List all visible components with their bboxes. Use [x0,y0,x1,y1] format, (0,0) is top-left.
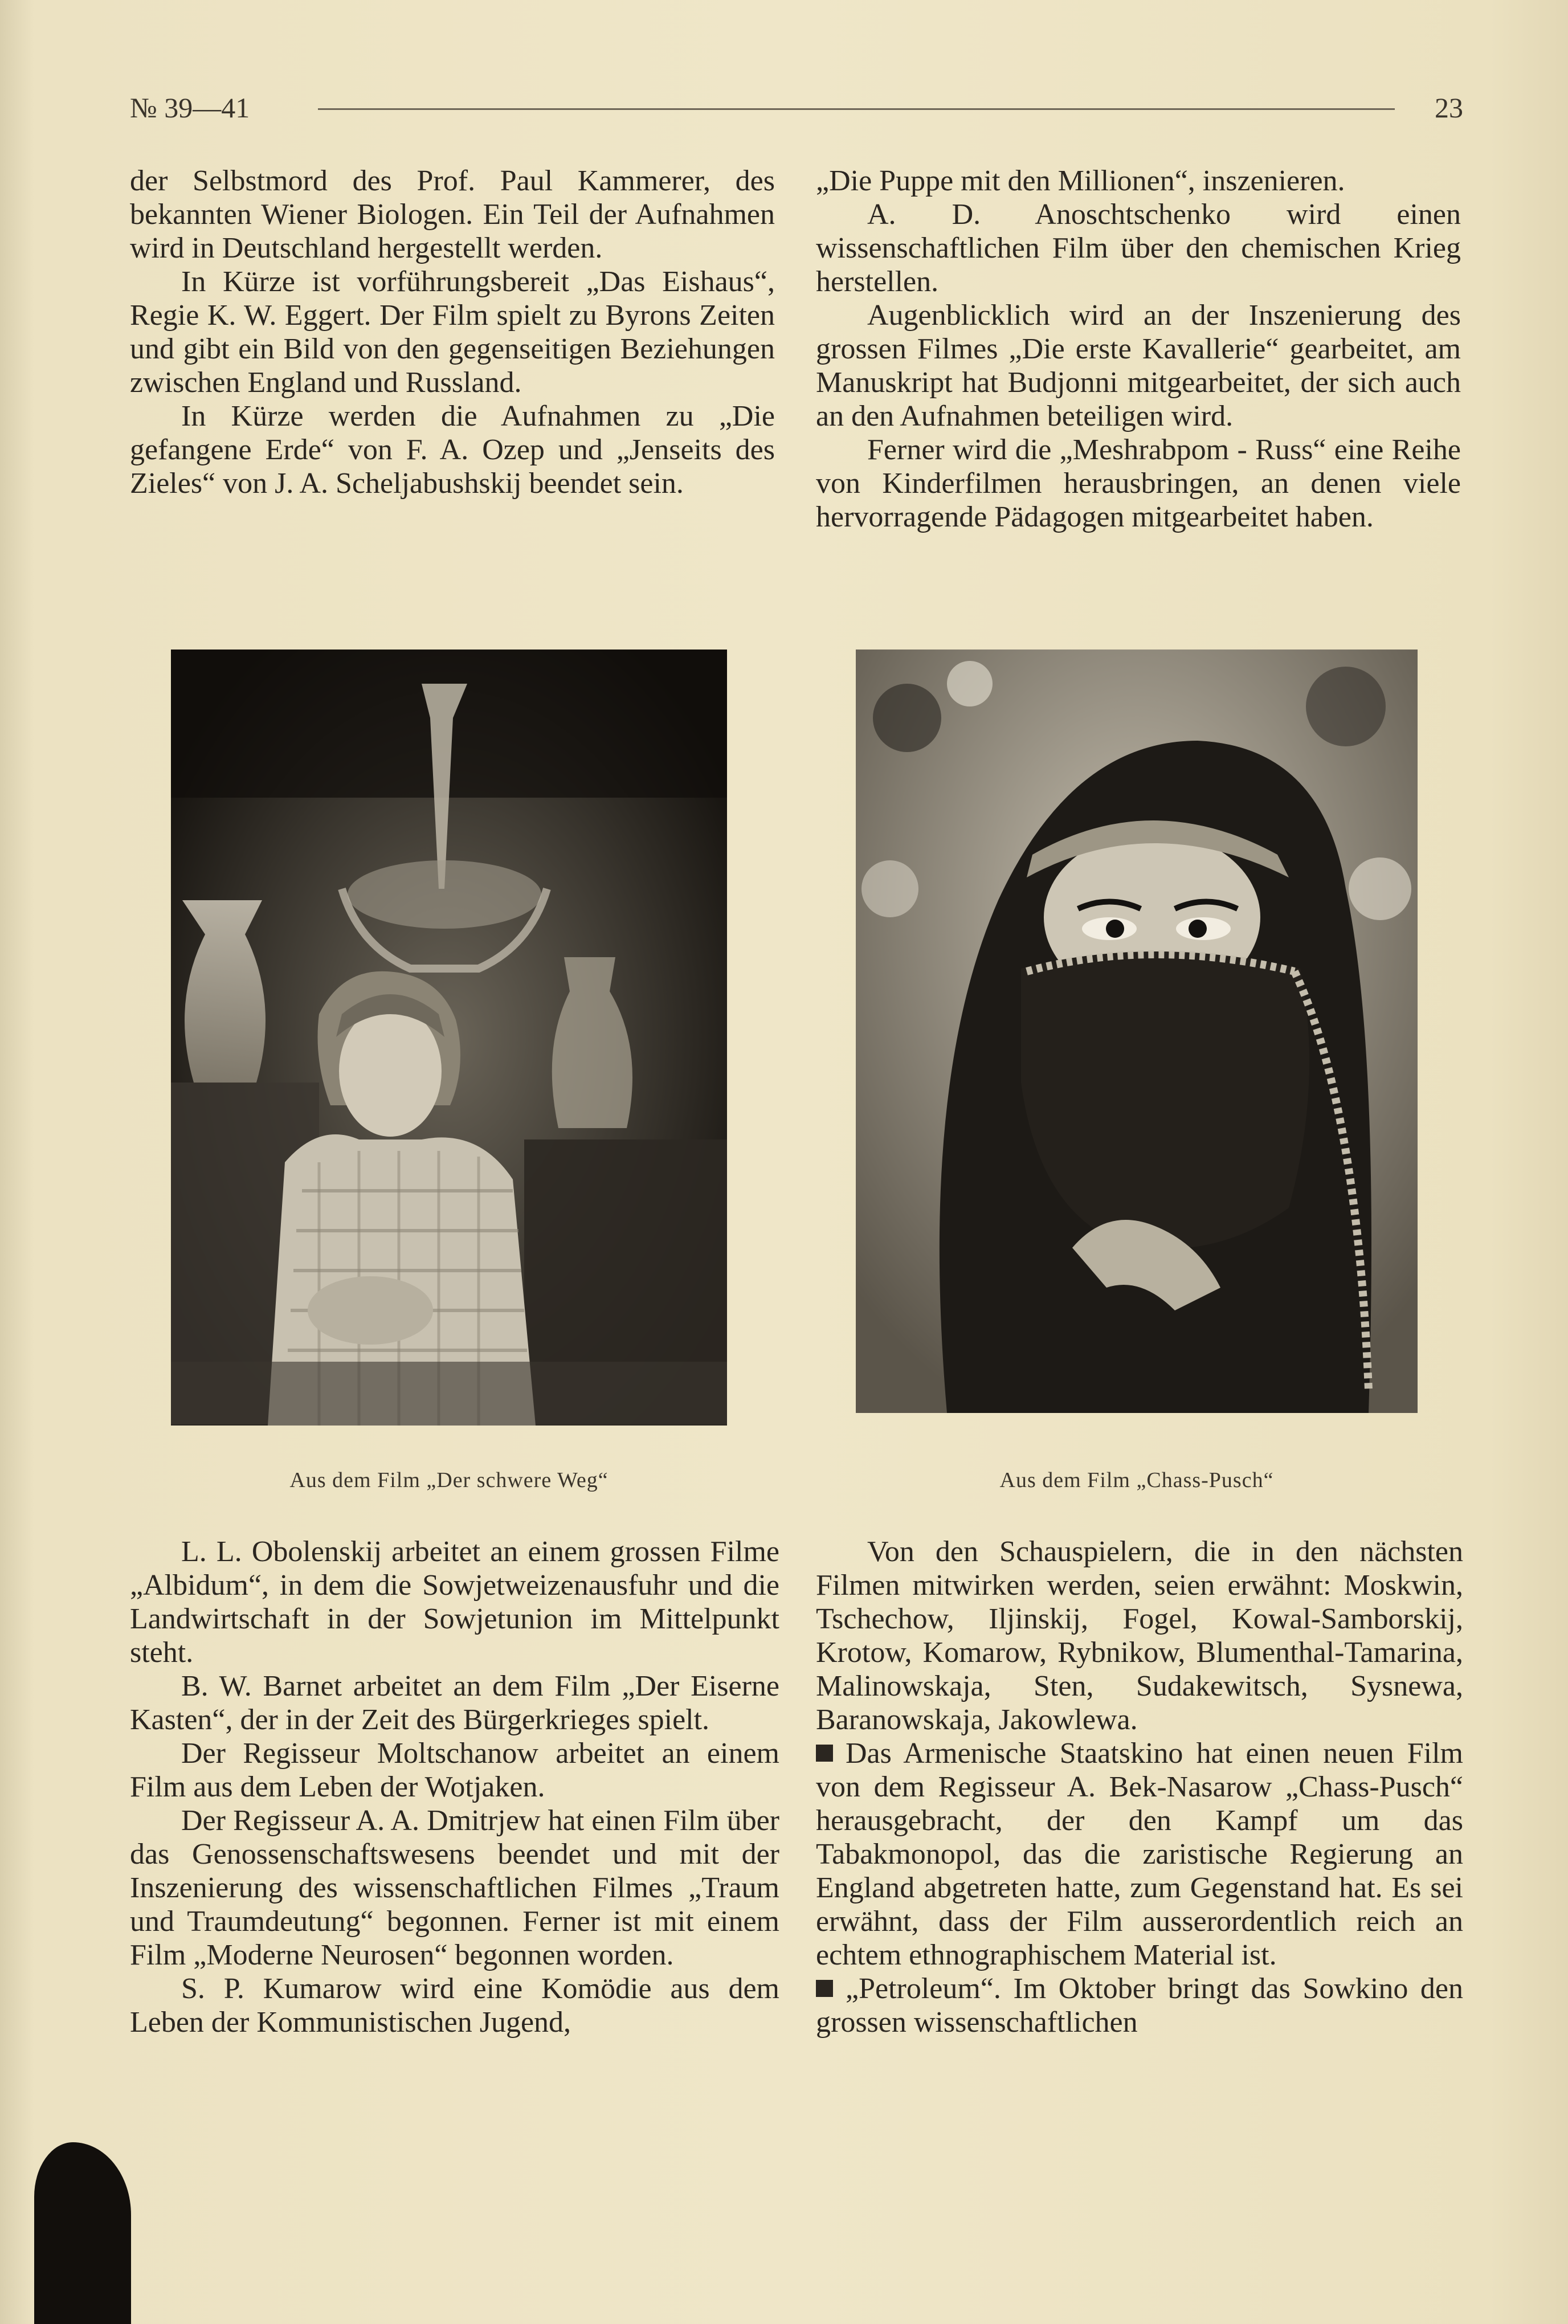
paragraph: In Kürze werden die Aufnahmen zu „Die gefangene Erde“ von F. A. Ozep und „Jenseits des Zieles“ von J. A. Scheljabushskij beendet sein. [130,400,775,500]
paragraph: Ferner wird die „Meshrabpom - Russ“ eine Reihe von Kinderfilmen herausbringen, an denen viele hervorragende Pädagogen mitgearbeitet haben. [816,434,1461,533]
film-still-der-schwere-weg [171,650,727,1426]
paragraph: In Kürze ist vorführungsbereit „Das Eishaus“, Regie K. W. Eggert. Der Film spielt zu Byrons Zeiten und gibt ein Bild von den gegenseitigen Beziehungen zwischen England und Russland. [130,266,775,399]
page-header [130,85,1463,131]
header-rule [318,108,1395,110]
paragraph: Der Regisseur Moltschanow arbeitet an einem Film aus dem Leben der Wotjaken. [130,1737,779,1803]
film-still-chass-pusch [856,650,1418,1413]
column-right-top [816,164,1461,534]
paragraph: „Die Puppe mit den Millionen“, inszenieren. [816,165,1345,197]
square-bullet-icon [816,1745,833,1762]
photo-illustration [171,650,727,1426]
paragraph-text: „Petroleum“. Im Oktober bringt das Sowkino den grossen wissenschaftlichen [816,1972,1463,2039]
paragraph: Der Regisseur A. A. Dmitrjew hat einen Film über das Genossenschaftswesens beendet und mit der Inszenierung des wissenschaftlichen Filmes „Traum und Traumdeutung“ begonnen. Ferner ist mit einem Film „Moderne Neurosen“ begonnen worden. [130,1804,779,1971]
column-right-bottom [816,1535,1463,2039]
page-damage-stain [34,2142,131,2324]
column-left-top [130,164,775,500]
paragraph: S. P. Kumarow wird eine Komödie aus dem Leben der Kommunistischen Jugend, [130,1972,779,2039]
photo-caption-right: Aus dem Film „Chass-Pusch“ [999,1468,1274,1492]
paragraph: Von den Schauspielern, die in den nächsten Filmen mitwirken werden, seien erwähnt: Moskwin, Tschechow, Iljinskij, Fogel, Kowal-Samborskij, Krotow, Komarow, Rybnikow, Blumenthal-Tamarina, Malinowskaja, Sten, Sudakewitsch, Sysnewa, Baranowskaja, Jakowlewa. [816,1535,1463,1736]
column-left-bottom [130,1535,779,2039]
photo-illustration [856,650,1418,1413]
paragraph: Augenblicklich wird an der Inszenierung des grossen Filmes „Die erste Kavallerie“ gearbeitet, am Manuskript hat Budjonni mitgearbeitet, der sich auch an den Aufnahmen beteiligen wird. [816,299,1461,432]
paragraph: der Selbstmord des Prof. Paul Kammerer, des bekannten Wiener Biologen. Ein Teil der Aufnahmen wird in Deutschland hergestellt werden. [130,165,775,264]
issue-number: № 39—41 [130,92,250,124]
paragraph: L. L. Obolenskij arbeitet an einem grossen Filme „Albidum“, in dem die Sowjetweizenausfuhr und die Landwirtschaft in der Sowjetunion im Mittelpunkt steht. [130,1535,779,1669]
paragraph: A. D. Anoschtschenko wird einen wissenschaftlichen Film über den chemischen Krieg herstellen. [816,198,1461,298]
bullet-paragraph [816,1737,1463,1972]
square-bullet-icon [816,1980,833,1997]
paragraph: B. W. Barnet arbeitet an dem Film „Der Eiserne Kasten“, der in der Zeit des Bürgerkrieges spielt. [130,1670,779,1736]
paragraph-text: Das Armenische Staatskino hat einen neuen Film von dem Regisseur A. Bek-Nasarow „Chass-Pusch“ herausgebracht, der den Kampf um das Tabakmonopol, das die zaristische Regierung an England abgetreten hatte, zum Gegenstand hat. Es sei erwähnt, dass der Film ausserordentlich reich an echtem ethnographischem Material ist. [816,1737,1463,1971]
bullet-paragraph [816,1972,1463,2039]
page-number: 23 [1435,92,1463,124]
photo-caption-left: Aus dem Film „Der schwere Weg“ [289,1468,609,1492]
